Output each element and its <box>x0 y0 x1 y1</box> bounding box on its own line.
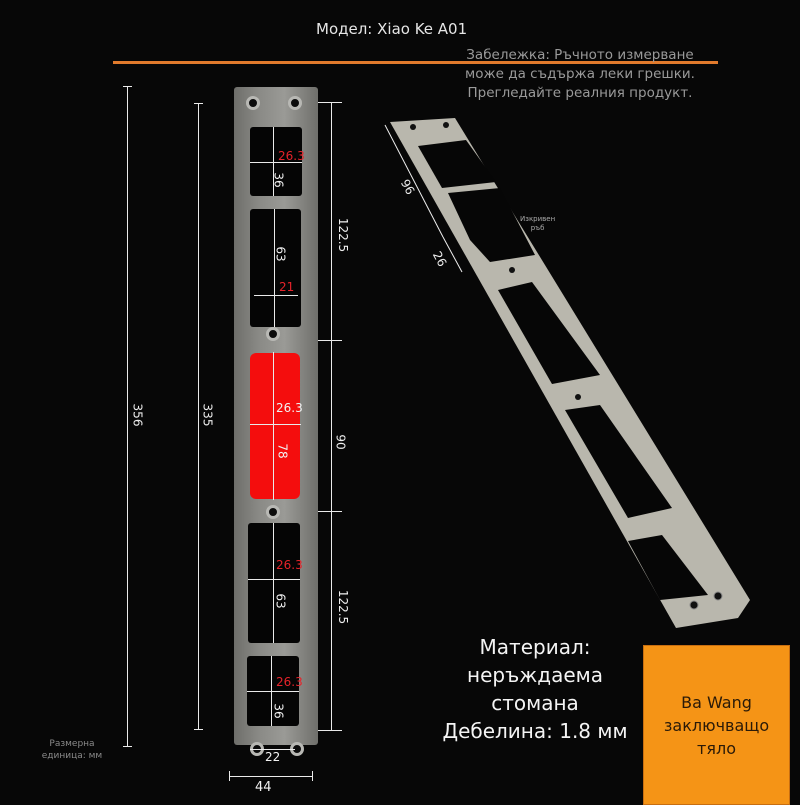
dim-hole-span-label: 335 <box>200 403 215 427</box>
bent-edge-label: Изкривен ръб <box>520 215 556 232</box>
dim-overall-label: 356 <box>130 403 145 427</box>
note-line-2: може да съдържа леки грешки. <box>465 66 695 82</box>
dim-segment-top-label: 122.5 <box>336 217 351 253</box>
window-1-width: 26.3 <box>278 149 305 163</box>
window-2-tab-width: 21 <box>279 280 295 294</box>
window-4-height: 63 <box>273 593 288 609</box>
material-line-3: Дебелина: 1.8 мм <box>442 719 628 743</box>
brand-line-1: Ba Wang <box>681 692 752 712</box>
brand-badge <box>643 645 790 805</box>
note-line-1: Забележка: Ръчното измерване <box>466 47 694 63</box>
screw-spacing-label: 22 <box>265 750 281 764</box>
material-info <box>430 633 640 745</box>
dim-segment-bottom-label: 122.5 <box>336 589 351 625</box>
window-1-height: 36 <box>271 172 286 188</box>
width-label: 44 <box>255 780 272 795</box>
window-3-height: 78 <box>275 443 290 459</box>
window-2-height: 63 <box>273 246 288 262</box>
window-5-width: 26.3 <box>276 675 303 689</box>
note-line-3: Прегледайте реалния продукт. <box>467 85 693 101</box>
unit-note: Размерна единица: мм <box>41 739 103 761</box>
side-dim-1-label: 96 <box>397 176 418 198</box>
brand-line-2: заключващо <box>663 715 770 735</box>
window-5-height: 36 <box>271 703 286 719</box>
material-line-1: Материал: <box>479 635 591 659</box>
window-3-width: 26.3 <box>276 401 303 415</box>
side-dim-2-label: 26 <box>429 248 450 270</box>
brand-line-3: тяло <box>697 738 736 758</box>
dim-segment-middle-label: 90 <box>333 434 348 450</box>
material-line-2: неръждаема стомана <box>467 663 603 715</box>
model-title: Модел: Xiao Ke A01 <box>316 20 468 38</box>
window-4-width: 26.3 <box>276 558 303 572</box>
